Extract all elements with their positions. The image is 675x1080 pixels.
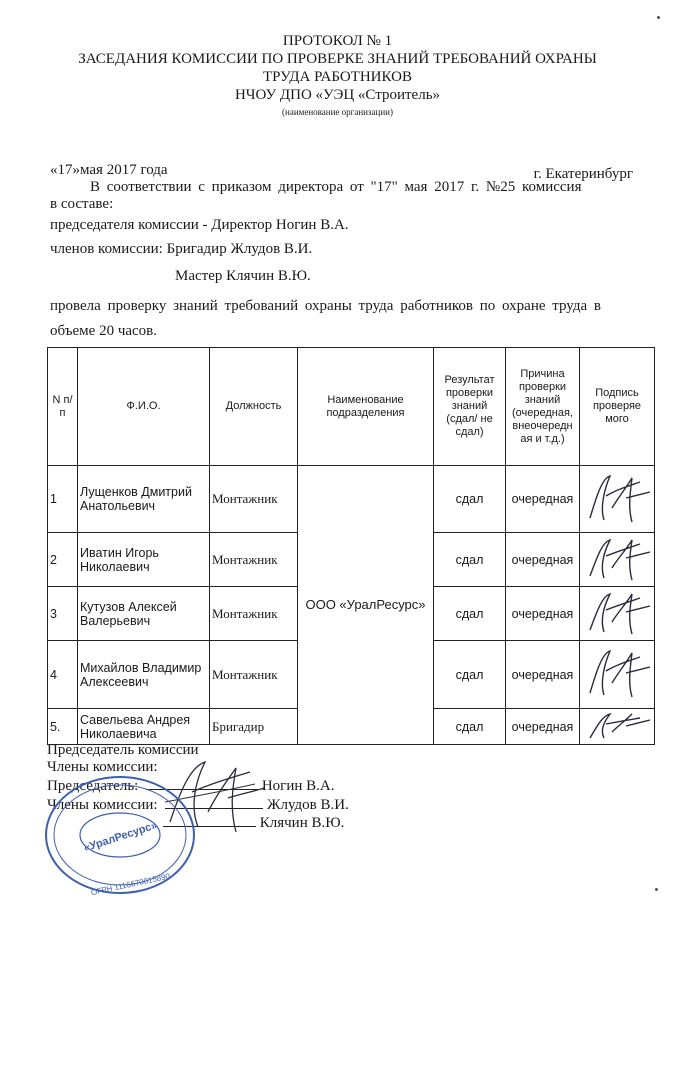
row-signature (580, 641, 655, 709)
signature-mark (582, 468, 654, 528)
col-header-position: Должность (210, 348, 298, 466)
col-header-result: Результат проверки знаний (сдал/ не сдал) (434, 348, 506, 466)
signature-mark (582, 643, 654, 703)
col-header-unit: Наименование подразделения (298, 348, 434, 466)
sig-chair-name: Ногин В.А. (261, 778, 335, 794)
row-signature (580, 533, 655, 587)
row-position: Монтажник (210, 641, 298, 709)
protocol-title: ПРОТОКОЛ № 1 (282, 33, 393, 49)
speck (655, 888, 658, 891)
speck (657, 16, 660, 19)
table-row (48, 466, 655, 533)
row-unit: ООО «УралРесурс» (298, 466, 434, 745)
organization-name: НЧОУ ДПО «УЭЦ «Строитель» (234, 87, 441, 103)
row-result: сдал (434, 466, 506, 533)
signature-mark (582, 710, 654, 740)
members-line: членов комиссии: Бригадир Жлудов В.И. (50, 241, 313, 257)
row-result: сдал (434, 533, 506, 587)
row-reason: очередная (506, 709, 580, 745)
protocol-date: «17»мая 2017 года (50, 162, 168, 178)
row-num: 4 (48, 641, 78, 709)
members-label: Члены комиссии: (47, 759, 158, 775)
results-table (47, 347, 655, 745)
row-fio: Кутузов Алексей Валерьевич (78, 587, 210, 641)
row-position: Монтажник (210, 533, 298, 587)
row-position: Монтажник (210, 587, 298, 641)
row-num: 3 (48, 587, 78, 641)
row-signature (580, 587, 655, 641)
row-position: Бригадир (210, 709, 298, 745)
signature-mark (582, 588, 654, 636)
row-reason: очередная (506, 466, 580, 533)
table-header-row (48, 348, 655, 466)
signature-mark (582, 534, 654, 582)
col-header-reason: Причина проверки знаний (очередная, внеочередн ая и т.д.) (506, 348, 580, 466)
check-text-line2: объеме 20 часов. (50, 323, 158, 339)
chairman-line: председателя комиссии - Директор Ногин В.А. (50, 217, 349, 233)
row-num: 1 (48, 466, 78, 533)
row-fio: Савельева Андрея Николаевича (78, 709, 210, 745)
row-num: 2 (48, 533, 78, 587)
protocol-subtitle: ЗАСЕДАНИЯ КОМИССИИ ПО ПРОВЕРКЕ ЗНАНИЙ ТРЕБОВАНИЙ ОХРАНЫ (78, 51, 597, 67)
row-result: сдал (434, 587, 506, 641)
row-result: сдал (434, 709, 506, 745)
row-position: Монтажник (210, 466, 298, 533)
row-reason: очередная (506, 533, 580, 587)
protocol-city: г. Екатеринбург (533, 166, 633, 182)
member-2-line: Мастер Клячин В.Ю. (175, 268, 311, 284)
row-signature (580, 709, 655, 745)
chairman-label: Председатель комиссии (47, 742, 199, 758)
row-result: сдал (434, 641, 506, 709)
row-reason: очередная (506, 641, 580, 709)
svg-text:«УралРесурс»: «УралРесурс» (82, 819, 159, 855)
row-fio: Лущенков Дмитрий Анатольевич (78, 466, 210, 533)
order-text-line1: В соответствии с приказом директора от "17" мая 2017 г. №25 комиссия (90, 179, 582, 195)
sig-member1-name: Жлудов В.И. (267, 797, 349, 813)
organization-caption: (наименование организации) (282, 107, 393, 117)
order-text-line2: в составе: (50, 196, 114, 212)
col-header-signature: Подпись проверяе мого (580, 348, 655, 466)
row-reason: очередная (506, 587, 580, 641)
organization-stamp (40, 770, 200, 900)
sig-member2-name: Клячин В.Ю. (259, 815, 345, 831)
row-fio: Михайлов Владимир Алексеевич (78, 641, 210, 709)
svg-text:ОГРН 1116670015890: ОГРН 1116670015890 (90, 871, 171, 898)
row-num: 5. (48, 709, 78, 745)
col-header-fio: Ф.И.О. (78, 348, 210, 466)
sig-chair-label: Председатель: (47, 778, 139, 794)
protocol-subtitle-cont: ТРУДА РАБОТНИКОВ (263, 69, 412, 85)
row-signature (580, 466, 655, 533)
row-fio: Иватин Игорь Николаевич (78, 533, 210, 587)
col-header-num: N п/п (48, 348, 78, 466)
sig-members-label: Члены комиссии: (47, 797, 158, 813)
check-text-line1: провела проверку знаний требований охраны труда работников по охране труда в (50, 298, 601, 314)
